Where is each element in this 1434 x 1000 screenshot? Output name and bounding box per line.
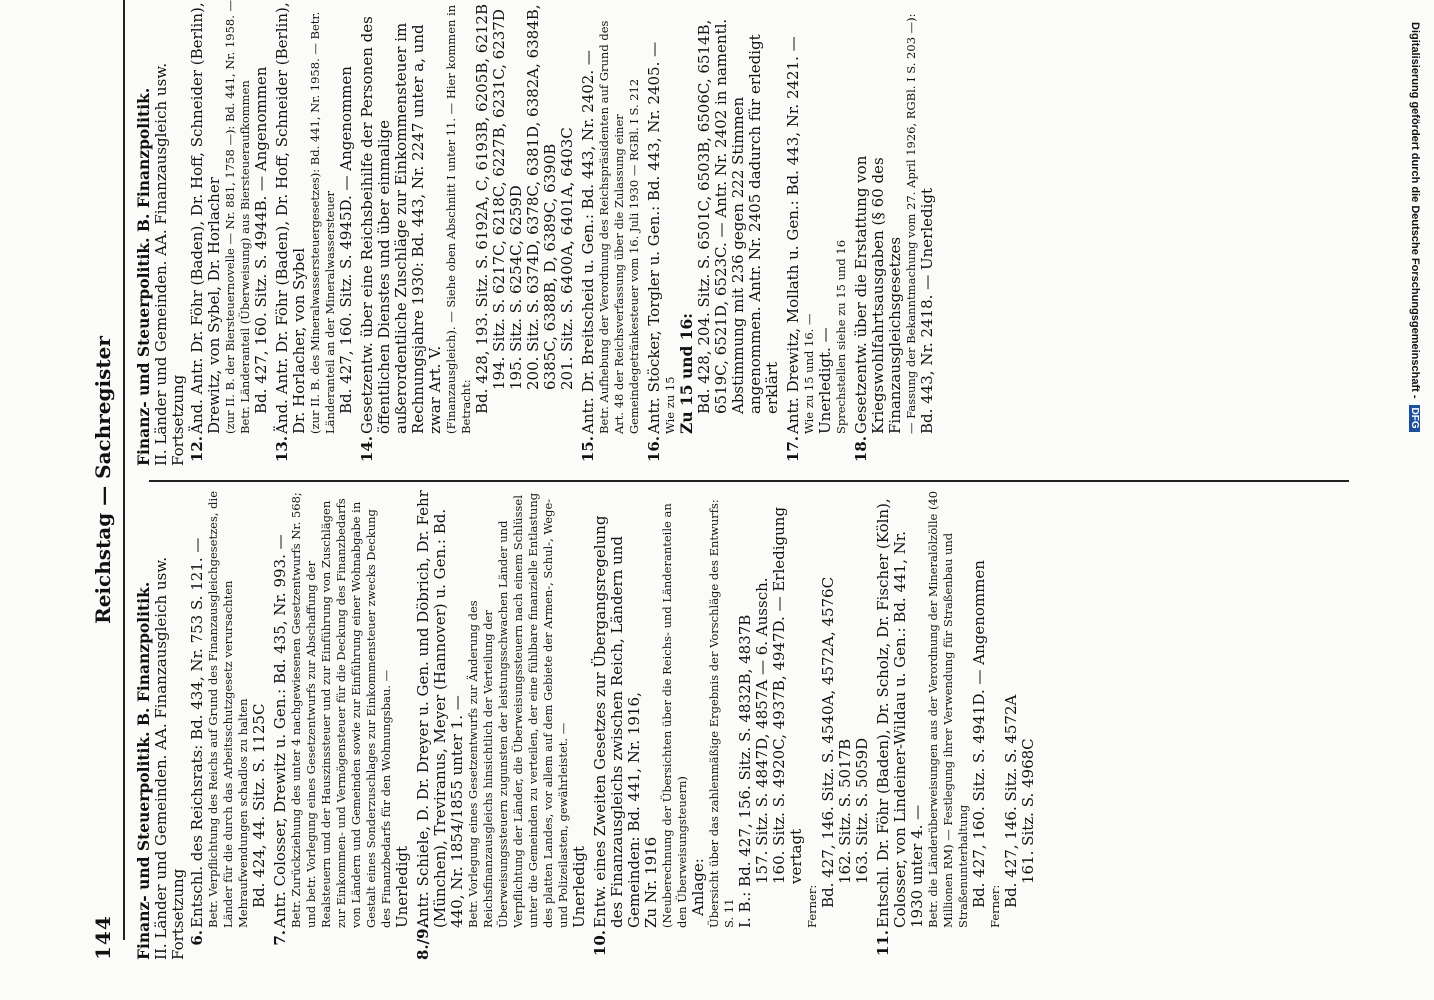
- entry-text: Entschl. Dr. Föhr (Baden), Dr. Scholz, Dr. Fischer (Köln), Colosser, von Lindeiner-Wildau u. Gen.: Bd. 441, Nr. 1930 unter 4. —: [874, 498, 926, 928]
- entry-reference: 163. Sitz. S. 5059D: [853, 737, 871, 884]
- entry-reference: 161. Sitz. S. 4968C: [1019, 738, 1037, 884]
- anlage-note: Übersicht über das zahlenmäßige Ergebnis der Vorschläge des Entwurfs: S. 11: [707, 499, 736, 928]
- entry-note: Betr. Aufhebung der Verordnung des Reichspräsidenten auf Grund des Art. 48 der Reichsverfassung über die Zulassung einer Gemeindegetränkesteuer vom 16. Juli 1930 — RGBl. I S. 212: [597, 20, 641, 434]
- register-entry-17: [785, 0, 849, 466]
- entry-status: Unerledigt: [570, 845, 588, 928]
- register-entry-7: [272, 490, 411, 960]
- ferner-label: Ferner:: [805, 884, 819, 928]
- entry-zu: Zu Nr. 1916: [642, 836, 660, 928]
- entry-zu: Zu 15 und 16:: [677, 312, 696, 434]
- entry-note: Betr. Verpflichtung des Reichs auf Grund des Finanzausgleichgesetzes, die Länder für die durch das Arbeitsschutzgesetz verursachten Mehraufwendungen schadlos zu halten: [206, 490, 250, 928]
- entry-reference: I. B.: Bd. 427, 156. Sitz. S. 4832B, 4837B: [736, 614, 754, 928]
- entry-reference: Bd. 443, Nr. 2418. — Unerledigt: [918, 187, 936, 434]
- rotated-register-page: [85, 0, 1415, 960]
- entry-reference: 195. Sitz. S. 6254C, 6259D: [507, 185, 525, 390]
- entry-number: 13.: [273, 436, 291, 463]
- left-column: [135, 490, 1041, 960]
- entry-text: Gesetzentw. über eine Reichsbeihilfe der Personen des öffentlichen Dienstes und über einmalige außerordentliche Zuschläge zur Einkommensteuer im Rechnungsjahre 1930: Bd. 443, Nr. 2247 unter a, und zwar Art. V.: [358, 16, 444, 434]
- entry-reference: Bd. 427, 160. Sitz. S. 4945D. — Angenommen: [337, 66, 355, 414]
- entry-reference: Bd. 427, 160. Sitz. S. 4941D. — Angenommen: [970, 560, 988, 908]
- page-header: [85, 0, 125, 960]
- entry-text: Entw. eines Zweiten Gesetzes zur Übergangsregelung des Finanzausgleichs zwischen Reich, Ländern und Gemeinden: Bd. 441, Nr. 1916,: [591, 515, 643, 928]
- entry-note: Wie zu 15: [663, 376, 677, 434]
- entry-note: Sprechstellen siehe zu 15 und 16: [834, 239, 848, 434]
- entry-reference: Bd. 427, 146. Sitz. S. 4572A: [1002, 694, 1020, 908]
- running-title: Reichstag — Sachregister: [91, 336, 115, 624]
- entry-note: (Neuberechnung der Übersichten über die Reichs- und Länderanteile an den Überweisungsteuern): [660, 503, 689, 928]
- register-entry-13: [274, 0, 355, 466]
- entry-number: 11.: [874, 930, 892, 957]
- entry-number: 7.: [271, 930, 289, 946]
- section-heading: Finanz- und Steuerpolitik. B. Finanzpolitik.: [134, 581, 153, 960]
- subsection-heading: II. Länder und Gemeinden. AA. Finanzausgleich usw. Fortsetzung: [152, 556, 187, 960]
- entry-number: 17.: [784, 436, 802, 463]
- entry-number: 6.: [188, 930, 206, 946]
- entry-reference: Bd. 427, 146. Sitz. S. 4540A, 4572A, 4576C: [819, 576, 837, 908]
- entry-reference: 200. Sitz. S. 6374D, 6378C, 6381D, 6382A, 6384B, 6385C, 6388B, D, 6389C, 6390B: [524, 4, 559, 390]
- register-entry-14: [359, 0, 576, 466]
- register-entry-12: [189, 0, 270, 466]
- entry-reference: 201. Sitz. S. 6400A, 6401A, 6403C: [558, 127, 576, 390]
- entry-number: 14.: [358, 436, 376, 463]
- credit-text: Digitalisierung gefördert durch die Deutsche Forschungsgemeinschaft -: [1409, 22, 1421, 399]
- column-divider: [149, 480, 1349, 482]
- register-entry-18: [853, 0, 936, 466]
- dfg-logo: DFG: [1409, 405, 1420, 432]
- register-entry-11: [875, 490, 1037, 960]
- entry-note: (Finanzausgleich). — Siehe oben Abschnitt I unter 11. — Hier kommen in Betracht:: [444, 4, 473, 434]
- register-entry-6: [189, 490, 268, 960]
- entry-text: Antr. Dr. Breitscheid u. Gen.: Bd. 443, Nr. 2402. —: [579, 50, 597, 434]
- ferner-label: Ferner:: [988, 884, 1002, 928]
- register-entry-10: [592, 490, 871, 960]
- entry-number: 15.: [579, 436, 597, 463]
- entry-note: Betr. Zurückziehung des unter 4 nachgewiesenen Gesetzentwurfs Nr. 568; und betr. Vorlegung eines Gesetzentwurfs zur Abschaffung der Realsteuern und der Hauszinssteuer und zur Einführung von Zuschlägen zur Einkommen- und Vermögensteuer für die Deckung des Finanzbedarfs von Ländern und Gemeinden sowie zur Einführung einer Wohnabgabe in Gestalt eines Sonderzuschlages zur Einkommensteuer zwecks Deckung des Finanzbedarfs für den Wohnungsbau. —: [289, 492, 393, 928]
- entry-number: 16.: [645, 436, 663, 463]
- entry-status: Unerledigt. —: [816, 327, 834, 434]
- entry-number: 18.: [852, 436, 870, 463]
- subsection-heading: II. Länder und Gemeinden. AA. Finanzausgleich usw. Fortsetzung: [152, 62, 187, 466]
- register-entry-15: [580, 0, 642, 466]
- entry-text: Antr. Schiele, D. Dr. Dreyer u. Gen. und Döbrich, Dr. Fehr (München), Treviranus, Meyer (Hannover) u. Gen.: Bd. 440, Nr. 1854/1855 unter 1. —: [414, 490, 466, 928]
- right-column: [135, 0, 940, 466]
- entry-reference: Bd. 424, 44. Sitz. S. 1125C: [250, 703, 268, 908]
- entry-note: Betr. Vorlegung eines Gesetzentwurfs zur Änderung des Reichsfinanzausgleichs hinsichtlich der Verteilung der Überweisungssteuern zugunsten der leistungsschwachen Länder und Verpflichtung der Länder, die Überweisungssteuern nach einem Schlüssel unter die Gemeinden zu verteilen, der eine fühlbare finanzielle Entlastung des platten Landes, vor allem auf dem Gebiete der Armen-, Schul-, Wege- und Polizeilasten, gewährleistet. —: [466, 492, 570, 928]
- entry-reference: Bd. 428, 193. Sitz. S. 6192A, C, 6193B, 6205B, 6212B: [473, 4, 491, 414]
- register-entry-8-9: [415, 490, 588, 960]
- entry-reference: 160. Sitz. S. 4920C, 4937B, 4947D. — Erledigung vertagt: [770, 506, 805, 884]
- page-number: 144: [91, 915, 115, 960]
- entry-reference: 157. Sitz. S. 4847D, 4857A — 6. Aussch.: [753, 577, 771, 884]
- section-heading: Finanz- und Steuerpolitik. B. Finanzpolitik.: [134, 87, 153, 466]
- entry-note: — Fassung der Bekanntmachung vom 27. April 1926, RGBl. I S. 203 —):: [904, 13, 918, 434]
- entry-text: Änd. Antr. Dr. Föhr (Baden), Dr. Hoff, Schneider (Berlin), Dr. Horlacher, von Sybel: [273, 2, 308, 434]
- register-entry-16: [646, 0, 781, 466]
- entry-note: (zur II. B. des Mineralwassersteuergesetzes): Bd. 441, Nr. 1958. — Betr. Länderanteil an der Mineralwassersteuer: [308, 11, 337, 434]
- entry-number: 10.: [591, 930, 609, 957]
- entry-text: Antr. Stöcker, Torgler u. Gen.: Bd. 443, Nr. 2405. —: [645, 41, 663, 434]
- entry-note: Wie zu 15 und 16. —: [802, 313, 816, 434]
- entry-text: Änd. Antr. Dr. Föhr (Baden), Dr. Hoff, Schneider (Berlin), Drewitz, von Sybel, Dr. Horlacher: [188, 2, 223, 434]
- anlage-label: Anlage:: [689, 858, 707, 916]
- entry-number: 12.: [188, 436, 206, 463]
- entry-status: Unerledigt: [393, 845, 411, 928]
- entry-note: Betr. die Länderüberweisungen aus der Verordnung der Mineralölzölle (40 Millionen RM) — Festlegung ihrer Verwendung für Straßenbau und Straßenunterhaltung: [926, 490, 970, 928]
- entry-text: Entschl. des Reichsrats: Bd. 434, Nr. 753 S. 121. —: [188, 537, 206, 928]
- entry-text: Antr. Colosser, Drewitz u. Gen.: Bd. 435, Nr. 993. —: [271, 534, 289, 928]
- entry-number: 8./9.: [414, 923, 432, 960]
- entry-text: Antr. Drewitz, Mollath u. Gen.: Bd. 443, Nr. 2421. —: [784, 36, 802, 434]
- entry-text: Gesetzentw. über die Erstattung von Kriegswohlfahrtsausgaben (§ 60 des Finanzausgleichsgesetzes: [852, 155, 904, 434]
- entry-reference: Bd. 428, 204. Sitz. S. 6501C, 6503B, 6506C, 6514B, 6519C, 6521D, 6523C. — Antr. Nr. 2402 in namentl. Abstimmung mit 236 gegen 222 Stimmen angenommen. Antr. Nr. 2405 dadurch für erledigt erklärt: [695, 18, 781, 414]
- entry-note: (zur II. B. der Biersteuernovelle — Nr. 881, 1758 —): Bd. 441, Nr. 1958. — Betr. Länderanteil (Überweisung) aus Biersteueraufkommen: [223, 0, 252, 434]
- entry-reference: 162. Sitz. S. 5017B: [836, 738, 854, 884]
- entry-reference: Bd. 427, 160. Sitz. S. 4944B. — Angenommen: [252, 66, 270, 414]
- header-rule: [123, 0, 125, 940]
- entry-reference: 194. Sitz. S. 6217C, 6218C, 6227B, 6231C, 6237D: [490, 9, 508, 390]
